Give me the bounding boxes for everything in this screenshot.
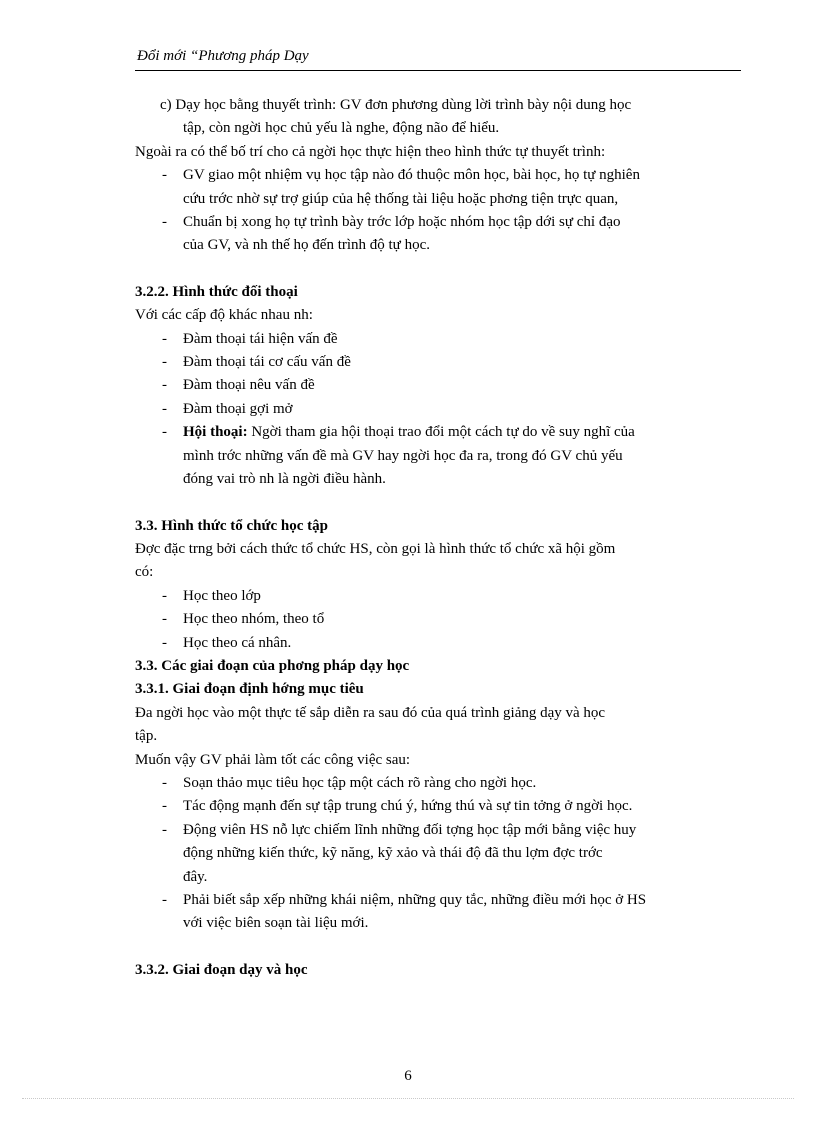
bullet-item: - Học theo cá nhân. <box>135 632 740 655</box>
paragraph-line: Ngoài ra có thể bố trí cho cả ngời học thực hiện theo hình thức tự thuyết trình: <box>135 143 606 160</box>
paragraph-line: tập. <box>135 728 158 745</box>
spacer <box>135 492 740 515</box>
paragraph-line: đây. <box>183 868 208 885</box>
bullet-item: - GV giao một nhiệm vụ học tập nào đó thuộc môn học, bài học, họ tự nghiên <box>135 164 740 187</box>
section-heading: 3.3. Hình thức tổ chức học tập <box>135 517 329 534</box>
bullet-item: - Chuẩn bị xong họ tự trình bày trớc lớp hoặc nhóm học tập dới sự chỉ đạo <box>135 211 740 234</box>
paragraph-line: cứu trớc nhờ sự trợ giúp của hệ thống tài liệu hoặc phơng tiện trực quan, <box>183 190 619 207</box>
paragraph-line: với việc biên soạn tài liệu mới. <box>183 915 369 932</box>
paragraph-line: có: <box>135 564 154 581</box>
page-bottom-border <box>22 1098 794 1099</box>
bullet-item: - Đàm thoại nêu vấn đề <box>135 374 740 397</box>
paragraph-line: mình trớc những vấn đề mà GV hay ngời học đa ra, trong đó GV chủ yếu <box>183 447 623 464</box>
paragraph-line: tập, còn ngời học chủ yếu là nghe, động não để hiểu. <box>183 120 500 137</box>
bullet-item: - Phải biết sắp xếp những khái niệm, những quy tắc, những điều mới học ở HS <box>135 889 740 912</box>
bullet-item: - Học theo nhóm, theo tổ <box>135 608 740 631</box>
bullet-text: Ngời tham gia hội thoại trao đổi một cách tự do về suy nghĩ của <box>247 424 635 441</box>
spacer <box>135 936 740 959</box>
paragraph-line: Muốn vậy GV phải làm tốt các công việc sau: <box>135 751 411 768</box>
bullet-item <box>135 421 740 444</box>
section-heading: 3.3.1. Giai đoạn định hớng mục tiêu <box>135 681 364 698</box>
section-heading: 3.3. Các giai đoạn của phơng pháp dạy học <box>135 657 410 674</box>
bullet-item: - Động viên HS nỗ lực chiếm lĩnh những đối tợng học tập mới bằng việc huy <box>135 819 740 842</box>
paragraph-line: của GV, và nh thế họ đến trình độ tự học. <box>183 237 430 254</box>
paragraph-line: đóng vai trò nh là ngời điều hành. <box>183 471 386 488</box>
bullet-item: - Đàm thoại gợi mở <box>135 398 740 421</box>
paragraph-line: Đợc đặc trng bởi cách thức tổ chức HS, còn gọi là hình thức tổ chức xã hội gồm <box>135 540 616 557</box>
paragraph-line: động những kiến thức, kỹ năng, kỹ xảo và thái độ đã thu lợm đợc trớc <box>183 845 603 862</box>
section-heading: 3.2.2. Hình thức đối thoại <box>135 283 298 300</box>
paragraph-line: Đa ngời học vào một thực tế sắp diễn ra sau đó của quá trình giảng dạy và học <box>135 704 606 721</box>
bullet-item: - Học theo lớp <box>135 585 740 608</box>
bullet-item: - Soạn thảo mục tiêu học tập một cách rõ ràng cho ngời học. <box>135 772 740 795</box>
bullet-item: - Đàm thoại tái cơ cấu vấn đề <box>135 351 740 374</box>
paragraph-line: c) Dạy học bằng thuyết trình: GV đơn phương dùng lời trình bày nội dung học <box>160 97 632 113</box>
bullet-item: - Tác động mạnh đến sự tập trung chú ý, hứng thú và sự tin tởng ở ngời học. <box>135 795 740 818</box>
section-heading: 3.3.2. Giai đoạn dạy và học <box>135 961 308 978</box>
running-header: Đổi mới “Phương pháp Dạy <box>137 48 309 64</box>
paragraph-line: Với các cấp độ khác nhau nh: <box>135 307 313 324</box>
bullet-item: - Đàm thoại tái hiện vấn đề <box>135 328 740 351</box>
spacer <box>135 258 740 281</box>
page-number: 6 <box>404 1068 412 1084</box>
document-body <box>135 94 740 982</box>
header-rule <box>135 70 741 71</box>
bold-term: Hội thoại: <box>183 424 248 441</box>
